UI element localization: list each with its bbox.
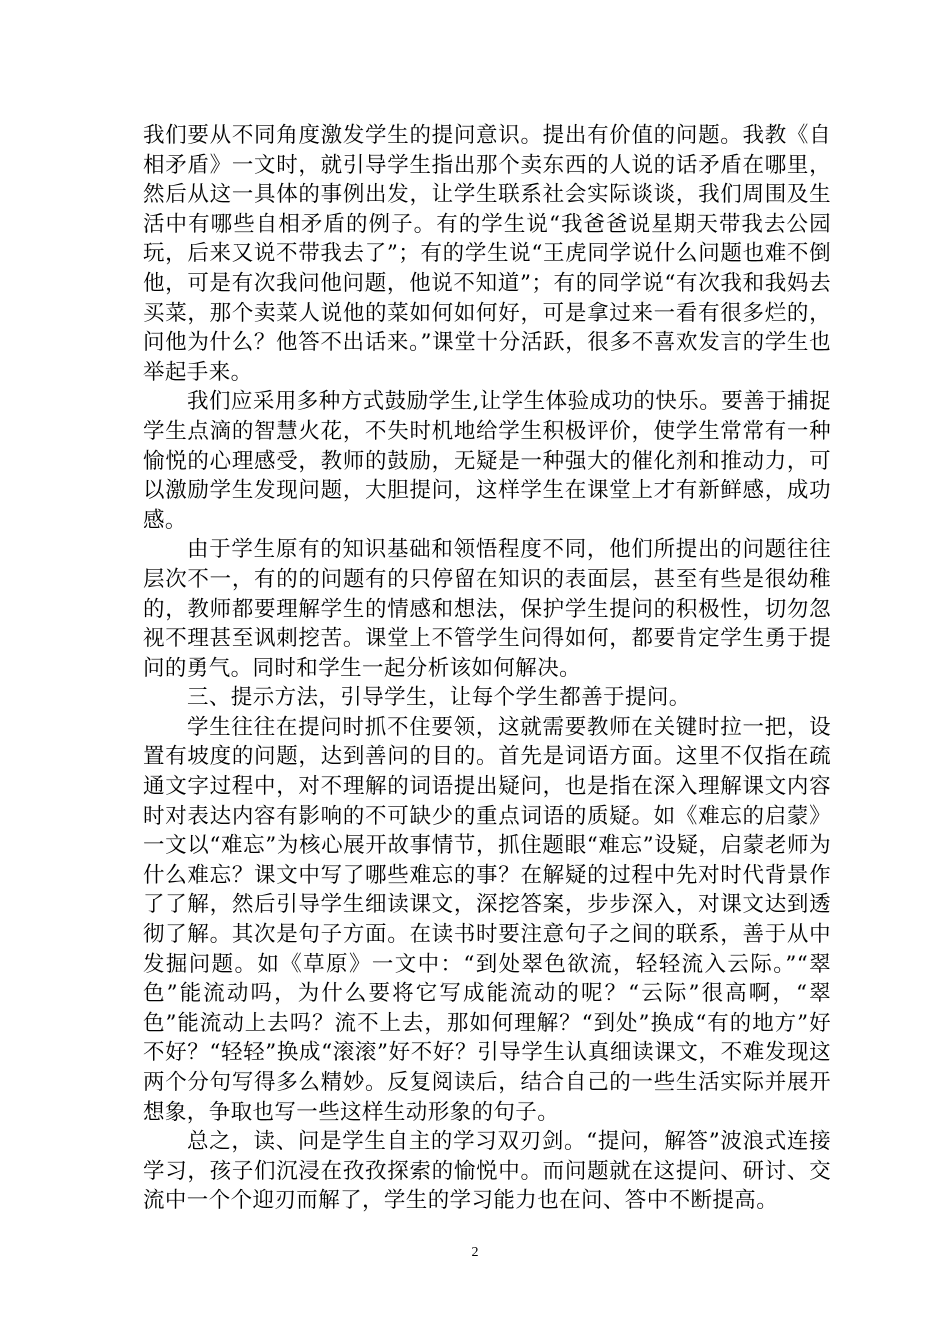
paragraph-2: 我们应采用多种方式鼓励学生,让学生体验成功的快乐。要善于捕捉学生点滴的智慧火花，不失时机地给学生积极评价，使学生常常有一种愉悦的心理感受，教师的鼓励，无疑是一种强大的催化剂和推动力，可以激励学生发现问题，大胆提问，这样学生在课堂上才有新鲜感，成功感。 [143,389,831,533]
paragraph-4: 学生往往在提问时抓不住要领，这就需要教师在关键时拉一把，设置有坡度的问题，达到善问的目的。首先是词语方面。这里不仅指在疏通文字过程中，对不理解的词语提出疑问，也是指在深入理解课文内容时对表达内容有影响的不可缺少的重点词语的质疑。如《难忘的启蒙》一文以“难忘”为核心展开故事情节，抓住题眼“难忘”设疑，启蒙老师为什么难忘？课文中写了哪些难忘的事？在解疑的过程中先对时代背景作了了解，然后引导学生细读课文，深挖答案，步步深入，对课文达到透彻了解。其次是句子方面。在读书时要注意句子之间的联系，善于从中发掘问题。如《草原》一文中：“到处翠色欲流，轻轻流入云际。”“翠色”能流动吗，为什么要将它写成能流动的呢？“云际”很高啊，“翠色”能流动上去吗？流不上去，那如何理解？“到处”换成“有的地方”好不好？“轻轻”换成“滚滚”好不好？引导学生认真细读课文，不难发现这两个分句写得多么精妙。反复阅读后，结合自己的一些生活实际并展开想象，争取也写一些这样生动形象的句子。 [143,714,831,1125]
section-heading: 三、提示方法，引导学生，让每个学生都善于提问。 [187,685,691,711]
page-number: 2 [471,1245,479,1260]
paragraph-1: 我们要从不同角度激发学生的提问意识。提出有价值的问题。我教《自相矛盾》一文时，就引导学生指出那个卖东西的人说的话矛盾在哪里，然后从这一具体的事例出发，让学生联系社会实际谈谈，我们周围及生活中有哪些自相矛盾的例子。有的学生说“我爸爸说星期天带我去公园玩，后来又说不带我去了”；有的学生说“王虎同学说什么问题也难不倒他，可是有次我问他问题，他说不知道”；有的同学说“有次我和我妈去买菜，那个卖菜人说他的菜如何如何好，可是拿过来一看有很多烂的，问他为什么？他答不出话来。”课堂十分活跃，很多不喜欢发言的学生也举起手来。 [143,123,831,385]
paragraph-3: 由于学生原有的知识基础和领悟程度不同，他们所提出的问题往往层次不一，有的的问题有的只停留在知识的表面层，甚至有些是很幼稚的，教师都要理解学生的情感和想法，保护学生提问的积极性，切勿忽视不理甚至讽刺挖苦。课堂上不管学生问得如何，都要肯定学生勇于提问的勇气。同时和学生一起分析该如何解决。 [143,537,831,681]
document-body [143,121,831,1216]
paragraph-5: 总之，读、问是学生自主的学习双刃剑。“提问，解答”波浪式连接学习，孩子们沉浸在孜孜探索的愉悦中。而问题就在这提问、研讨、交流中一个个迎刃而解了，学生的学习能力也在问、答中不断提高。 [143,1129,831,1214]
